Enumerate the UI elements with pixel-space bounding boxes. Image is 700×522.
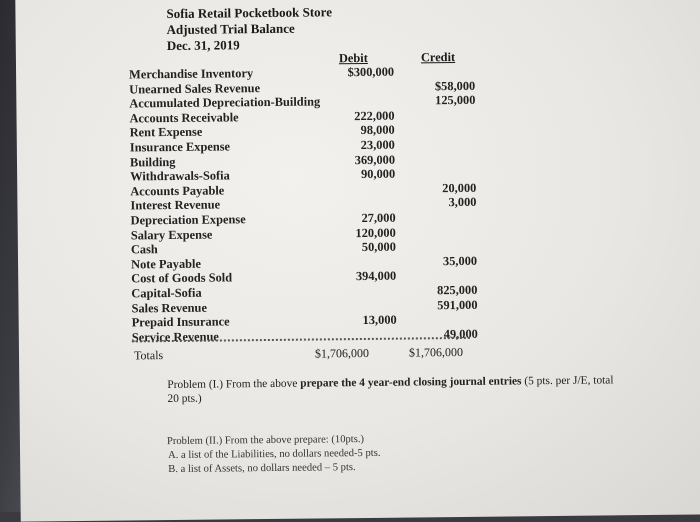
debit-amount: 120,000: [355, 225, 396, 240]
report-date: Dec. 31, 2019: [166, 37, 240, 54]
document-page: [15, 0, 700, 522]
account-name: Accumulated Depreciation-Building: [129, 94, 321, 111]
debit-amount: 394,000: [355, 269, 397, 284]
account-name: Merchandise Inventory: [129, 66, 254, 82]
account-name: Rent Expense: [129, 125, 203, 140]
account-name: Sales Revenue: [131, 300, 207, 316]
account-name: Service Revenue: [131, 329, 219, 345]
debit-amount: 13,000: [362, 312, 397, 328]
debit-amount: 27,000: [361, 210, 396, 226]
problem-1-prefix: Problem (I.) From the above: [167, 377, 301, 392]
debit-amount: 222,000: [354, 108, 395, 123]
totals-debit: $1,706,000: [314, 345, 370, 361]
debit-column-header: Debit: [338, 50, 368, 66]
company-name: Sofia Retail Pocketbook Store: [166, 4, 333, 22]
debit-amount: $300,000: [347, 64, 395, 80]
debit-amount: 369,000: [354, 152, 396, 167]
debit-amount: 98,000: [360, 123, 395, 138]
credit-amount: 20,000: [442, 180, 477, 195]
account-name: Note Payable: [131, 256, 202, 272]
problem-2-item-a: A. a list of the Liabilities, no dollars needed-5 pts.: [168, 447, 381, 462]
account-name: Salary Expense: [130, 227, 213, 243]
totals-label: Totals: [133, 348, 164, 363]
problem-1-text: [167, 373, 613, 392]
account-name: Unearned Sales Revenue: [129, 80, 261, 97]
problem-1-emphasis: prepare the 4 year-end closing journal entries: [300, 375, 522, 390]
credit-amount: 35,000: [442, 253, 478, 268]
problem-1-suffix: (5 pts. per J/E, total: [521, 374, 614, 388]
credit-column-header: Credit: [420, 50, 456, 65]
account-name: Insurance Expense: [129, 139, 231, 155]
credit-amount: 49,000: [443, 326, 478, 341]
debit-amount: 23,000: [360, 137, 395, 153]
totals-credit: $1,706,000: [408, 344, 464, 360]
report-title: Adjusted Trial Balance: [166, 20, 295, 38]
account-name: Accounts Receivable: [129, 110, 239, 126]
problem-2-item-b: B. a list of Assets, no dollars needed – 5 pts.: [168, 462, 356, 476]
credit-amount: 3,000: [448, 195, 477, 210]
account-name: Interest Revenue: [130, 197, 221, 213]
account-name: Cost of Goods Sold: [131, 270, 233, 286]
credit-amount: 125,000: [435, 93, 476, 108]
account-name: Cash: [130, 242, 158, 257]
account-name: Capital-Sofia: [131, 285, 202, 301]
problem-2-title: Problem (II.) From the above prepare: (10pts.): [166, 433, 365, 448]
debit-amount: 90,000: [360, 166, 396, 182]
account-name: Withdrawals-Sofia: [130, 168, 230, 184]
credit-amount: 825,000: [437, 282, 478, 298]
account-name: Building: [129, 154, 176, 170]
account-name: Accounts Payable: [130, 183, 225, 199]
credit-amount: 591,000: [437, 297, 478, 312]
credit-amount: $58,000: [434, 78, 476, 93]
account-name: Depreciation Expense: [130, 212, 246, 228]
account-name: Prepaid Insurance: [131, 314, 230, 330]
debit-amount: 50,000: [361, 239, 396, 255]
problem-1-line-2: 20 pts.): [167, 392, 202, 406]
